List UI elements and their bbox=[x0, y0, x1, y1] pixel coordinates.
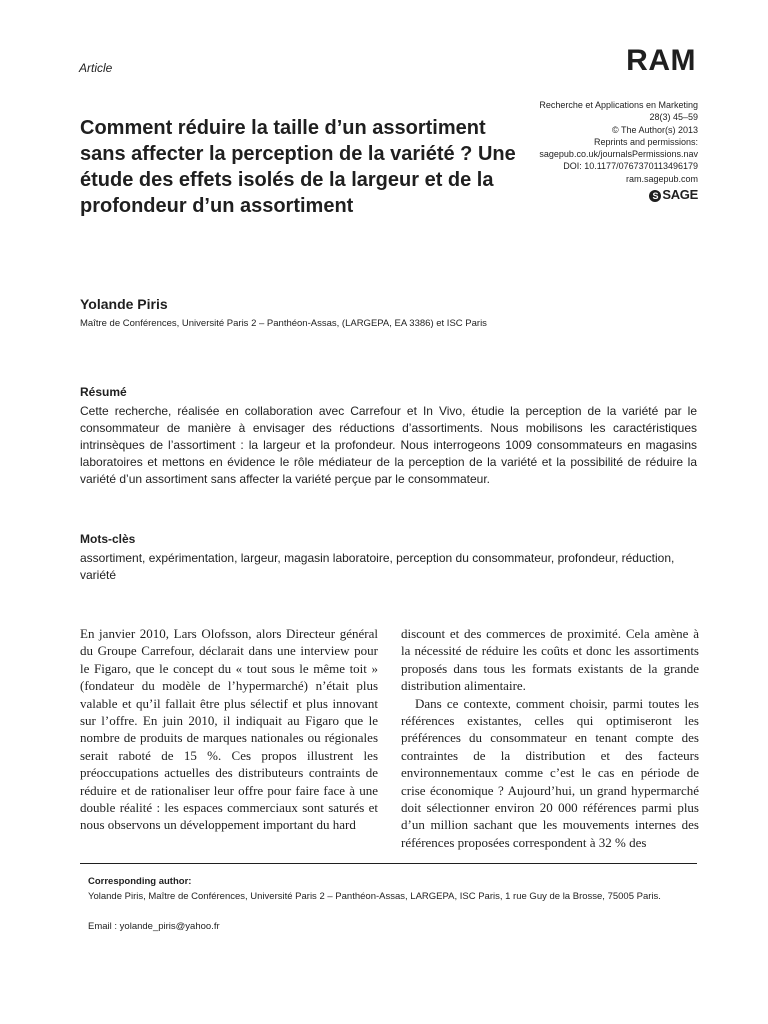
body-column-left: En janvier 2010, Lars Olofsson, alors Directeur général du Groupe Carrefour, déclarait dans une interview pour le Figaro, que le concept du « tout sous le même toit » (fondateur du modèle de l’hypermarché) n’était plus valable et qu’il fallait être plus sélectif et plus innovant sur l’offre. En juin 2010, il indiquait au Figaro que le nombre de produits de marques nationales ou régionales serait raboté de 15 %. Ces propos illustrent les préoccupations actuelles des distributeurs contraints de réduire et de rationaliser leur offre pour faire face à une double réalité : les espaces commerciaux sont saturés et nous observons un développement important du hard bbox=[80, 626, 378, 833]
meta-line-permissions-link[interactable]: sagepub.co.uk/journalsPermissions.nav bbox=[539, 149, 698, 160]
journal-logo: RAM bbox=[626, 44, 696, 77]
body-column-right bbox=[401, 625, 699, 851]
body-paragraph: Dans ce contexte, comment choisir, parmi toutes les références existantes, celles qui optimiseront les préférences du consommateur en tenant compte des contraintes de la distribution et des facteurs environnementaux comme c’est le cas en période de crise économique ? Aujourd’hui, un grand hypermarché doit sélectionner environ 20 000 références parmi plus d’un million sachant que les mouvements internes des références proposées correspondent à 32 % des bbox=[401, 695, 699, 850]
publisher-logo bbox=[649, 187, 698, 202]
corresponding-author-text: Yolande Piris, Maître de Conférences, Université Paris 2 – Panthéon-Assas, LARGEPA, ISC Paris, 1 rue Guy de la Brosse, 75005 Paris. bbox=[88, 891, 661, 902]
body-paragraph: discount et des commerces de proximité. Cela amène à la nécessité de réduire les coûts et donc les assortiments proposés dans tous les formats existants de la grande distribution alimentaire. bbox=[401, 626, 699, 694]
meta-line-volume: 28(3) 45–59 bbox=[649, 112, 698, 123]
corresponding-author-heading: Corresponding author: bbox=[88, 876, 192, 887]
publisher-logo-text: SAGE bbox=[662, 187, 698, 202]
author-name: Yolande Piris bbox=[80, 296, 168, 312]
keywords-heading: Mots-clès bbox=[80, 532, 136, 546]
corresponding-author-email[interactable]: Email : yolande_piris@yahoo.fr bbox=[88, 921, 220, 932]
footnote-divider bbox=[80, 863, 697, 864]
meta-line-doi[interactable]: DOI: 10.1177/0767370113496179 bbox=[563, 161, 698, 172]
abstract-text: Cette recherche, réalisée en collaboration avec Carrefour et In Vivo, étudie la perception de la variété par le consommateur de manière à envisager des réductions d’assortiments. Nous mobilisons les caractéristiques intrinsèques de l’assortiment : la largeur et la profondeur. Nous interrogeons 1009 consommateurs en magasins laboratoires et mettons en évidence le rôle médiateur de la perception de la variété et la possibilité de réduire la variété d’un assortiment sans affecter la variété perçue par le consommateur. bbox=[80, 404, 697, 486]
section-label: Article bbox=[79, 61, 113, 75]
keywords-text: assortiment, expérimentation, largeur, magasin laboratoire, perception du consommateur, profondeur, réduction, variété bbox=[80, 551, 675, 582]
article-title: Comment réduire la taille d’un assortiment sans affecter la perception de la variété ? Une étude des effets isolés de la largeur et de la profondeur d’un assortiment bbox=[80, 117, 516, 217]
meta-line-website[interactable]: ram.sagepub.com bbox=[625, 173, 698, 184]
sage-s-icon: S bbox=[649, 190, 661, 202]
meta-line-journal: Recherche et Applications en Marketing bbox=[539, 100, 698, 110]
meta-line-reprints: Reprints and permissions: bbox=[593, 136, 698, 147]
author-affiliation: Maître de Conférences, Université Paris 2 – Panthéon-Assas, (LARGEPA, EA 3386) et ISC Paris bbox=[80, 318, 487, 329]
abstract-heading: Résumé bbox=[80, 385, 127, 399]
meta-line-copyright: © The Author(s) 2013 bbox=[611, 124, 698, 135]
